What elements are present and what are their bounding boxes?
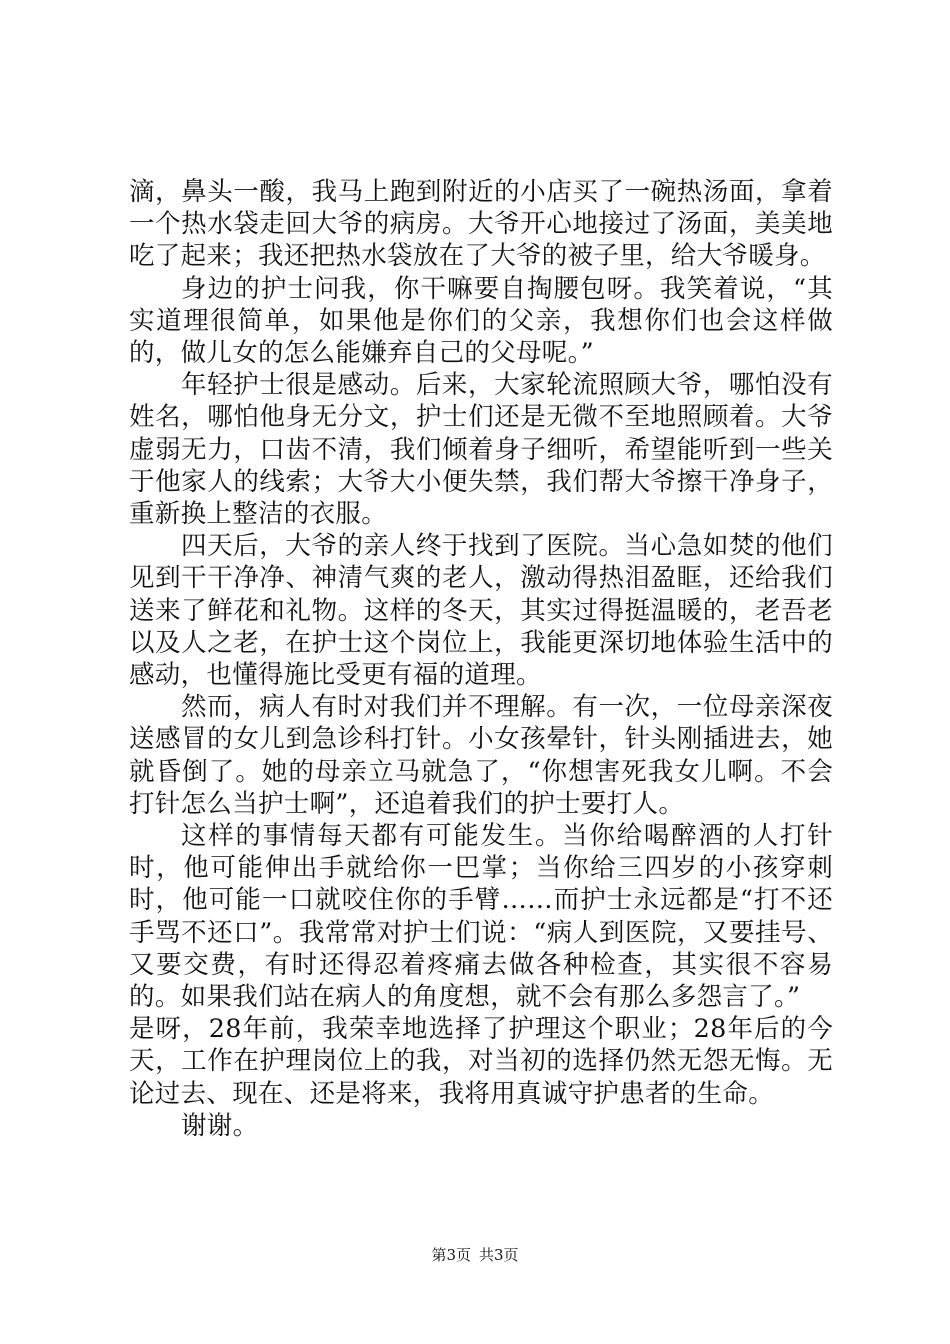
page-footer [0, 1245, 950, 1265]
document-body [129, 176, 833, 1142]
paragraph-8: 谢谢。 [181, 1110, 259, 1141]
paragraph-3: 年轻护士很是感动。后来，大家轮流照顾大爷，哪怕没有姓名，哪怕他身无分文，护士们还是无微不至地照顾着。大爷虚弱无力，口齿不清，我们倾着身子细听，希望能听到一些关于他家人的线索；大爷大小便失禁，我们帮大爷擦干净身子，重新换上整洁的衣服。 [129, 370, 833, 530]
paragraph-1: 滴，鼻头一酸，我马上跑到附近的小店买了一碗热汤面，拿着一个热水袋走回大爷的病房。大爷开心地接过了汤面，美美地吃了起来；我还把热水袋放在了大爷的被子里，给大爷暖身。 [129, 177, 833, 272]
paragraph-5: 然而，病人有时对我们并不理解。有一次，一位母亲深夜送感冒的女儿到急诊科打针。小女孩晕针，针头刚插进去，她就昏倒了。她的母亲立马就急了，“你想害死我女儿啊。不会打针怎么当护士啊”，还追着我们的护士要打人。 [129, 692, 833, 819]
paragraph-2: 身边的护士问我，你干嘛要自掏腰包呀。我笑着说，“其实道理很简单，如果他是你们的父亲，我想你们也会这样做的，做儿女的怎么能嫌弃自己的父母呢。” [129, 273, 833, 369]
page-number: 第3页 [431, 1246, 471, 1264]
paragraph-7: 是呀，28年前，我荣幸地选择了护理这个职业；28年后的今天，工作在护理岗位上的我，对当初的选择仍然无怨无悔。无论过去、现在、还是将来，我将用真诚守护患者的生命。 [129, 1014, 833, 1109]
paragraph-6: 这样的事情每天都有可能发生。当你给喝醉酒的人打针时，他可能伸出手就给你一巴掌；当你给三四岁的小孩穿刺时，他可能一口就咬住你的手臂……而护士永远都是“打不还手骂不还口”。我常常对护士们说：“病人到医院，又要挂号、又要交费，有时还得忍着疼痛去做各种检查，其实很不容易的。如果我们站在病人的角度想，就不会有那么多怨言了。” [129, 821, 833, 1013]
page-total: 共3页 [479, 1246, 519, 1264]
paragraph-4: 四天后，大爷的亲人终于找到了医院。当心急如焚的他们见到干干净净、神清气爽的老人，激动得热泪盈眶，还给我们送来了鲜花和礼物。这样的冬天，其实过得挺温暖的，老吾老以及人之老，在护士这个岗位上，我能更深切地体验生活中的感动，也懂得施比受更有福的道理。 [129, 531, 833, 691]
